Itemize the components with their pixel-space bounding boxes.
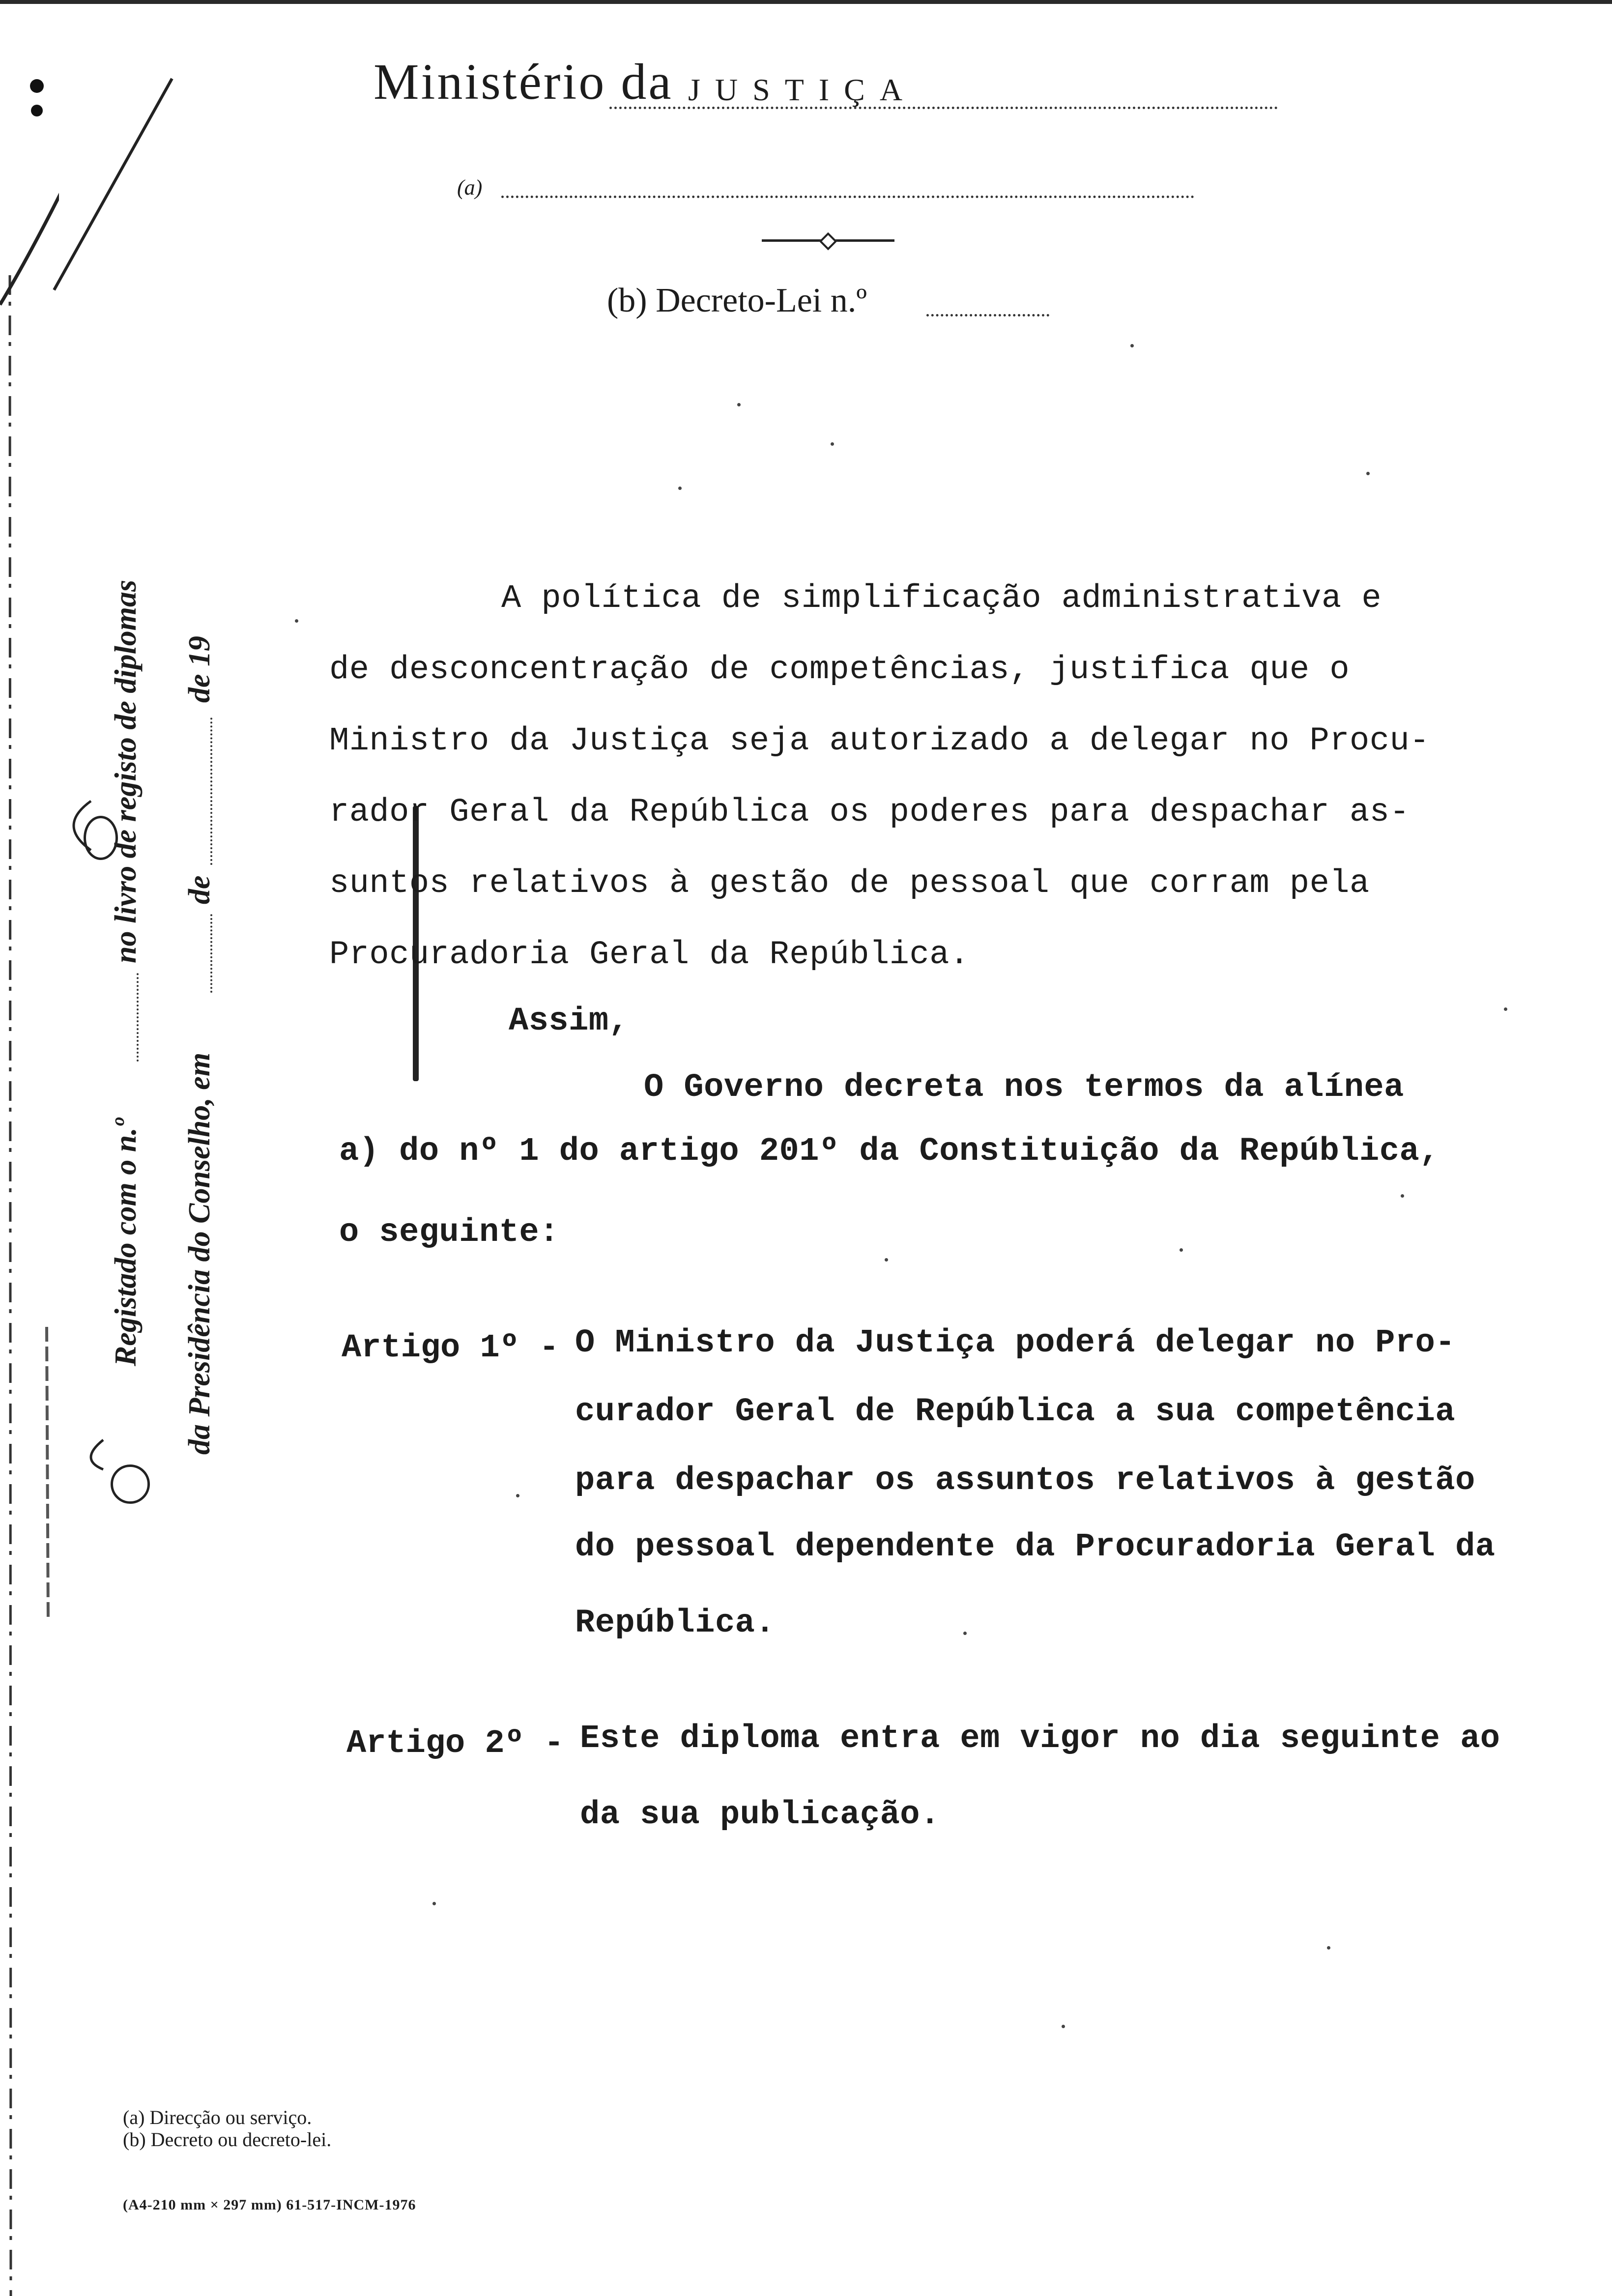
direction-marker: (a)	[457, 175, 483, 200]
article-1-line-3: para despachar os assuntos relativos à gestão	[575, 1462, 1475, 1499]
speckle	[1401, 1194, 1404, 1198]
footnote-a: (a) Direcção ou serviço.	[123, 2106, 312, 2128]
speckle	[737, 403, 741, 406]
registered-label: Registado com o n.º	[109, 1118, 143, 1366]
speckle	[885, 1258, 888, 1262]
header-divider	[762, 235, 894, 245]
speckle	[963, 1632, 967, 1635]
direction-dotted-fill	[501, 196, 1194, 198]
article-2-line-2: da sua publicação.	[580, 1796, 940, 1834]
decree-dotted-fill	[926, 314, 1049, 316]
speckle	[1366, 472, 1370, 475]
de-19-label: de 19	[183, 635, 216, 703]
bracket-mark-top	[47, 796, 96, 855]
speckle	[678, 487, 682, 490]
presidencia-label: da Presidência do Conselho, em	[183, 1052, 216, 1455]
bracket-mark-bottom	[59, 1435, 108, 1474]
governo-line-2: a) do nº 1 do artigo 201º da Constituição da República,	[339, 1133, 1439, 1170]
preamble-line-4: rador Geral da República os poderes para despachar as-	[329, 794, 1410, 831]
preamble-line-6: Procuradoria Geral da República.	[329, 936, 970, 974]
ministry-line	[374, 54, 1278, 118]
assim-line: Assim,	[509, 1003, 629, 1040]
preamble-line-3: Ministro da Justiça seja autorizado a delegar no Procu-	[329, 722, 1430, 760]
form-code: (A4-210 mm × 297 mm) 61-517-INCM-1976	[123, 2197, 416, 2213]
speckle	[1180, 1248, 1183, 1252]
ministry-label: Ministério da	[374, 54, 673, 110]
speckle	[1130, 344, 1134, 347]
decree-label: (b) Decreto-Lei n.º	[607, 282, 867, 319]
punch-hole-bottom-icon	[111, 1464, 150, 1504]
article-1-line-5: República.	[575, 1605, 776, 1642]
speckle	[1327, 1946, 1330, 1950]
diamond-ornament-icon	[819, 232, 837, 251]
registration-row-1	[98, 496, 152, 1455]
footnote-b: (b) Decreto ou decreto-lei.	[123, 2128, 332, 2151]
speckle	[1062, 2025, 1065, 2028]
registration-margin	[98, 472, 256, 1455]
article-1-label: Artigo 1º -	[342, 1329, 559, 1367]
registration-row-2	[172, 496, 226, 1455]
ministry-value: JUSTIÇA	[688, 72, 918, 107]
article-1-line-4: do pessoal dependente da Procuradoria Geral da	[575, 1528, 1496, 1566]
article-2-label: Artigo 2º -	[346, 1725, 564, 1762]
article-1-line-2: curador Geral de República a sua competência	[575, 1393, 1456, 1431]
article-2-line-1: Este diploma entra em vigor no dia seguinte ao	[580, 1720, 1500, 1757]
de-label: de	[183, 875, 216, 904]
binder-edge-marks	[0, 0, 59, 2296]
decree-number-line	[607, 280, 1098, 324]
preamble-line-1: A política de simplificação administrativa e	[501, 580, 1382, 617]
direction-line	[457, 170, 1194, 204]
speckle	[295, 619, 298, 623]
speckle	[831, 442, 834, 446]
pencil-stroke-mark	[49, 69, 177, 295]
top-edge-rule	[0, 0, 1612, 4]
governo-line-1: O Governo decreta nos termos da alínea	[644, 1069, 1404, 1106]
speckle	[1504, 1007, 1507, 1011]
preamble-line-5: suntos relativos à gestão de pessoal que corram pela	[329, 865, 1370, 902]
speckle	[432, 1902, 436, 1905]
article-1-line-1: O Ministro da Justiça poderá delegar no Pro-	[575, 1324, 1456, 1362]
livro-label: no livro de registo de diplomas	[109, 579, 143, 963]
preamble-line-2: de desconcentração de competências, justifica que o	[329, 651, 1350, 689]
governo-line-3: o seguinte:	[339, 1214, 559, 1251]
speckle	[516, 1494, 519, 1497]
